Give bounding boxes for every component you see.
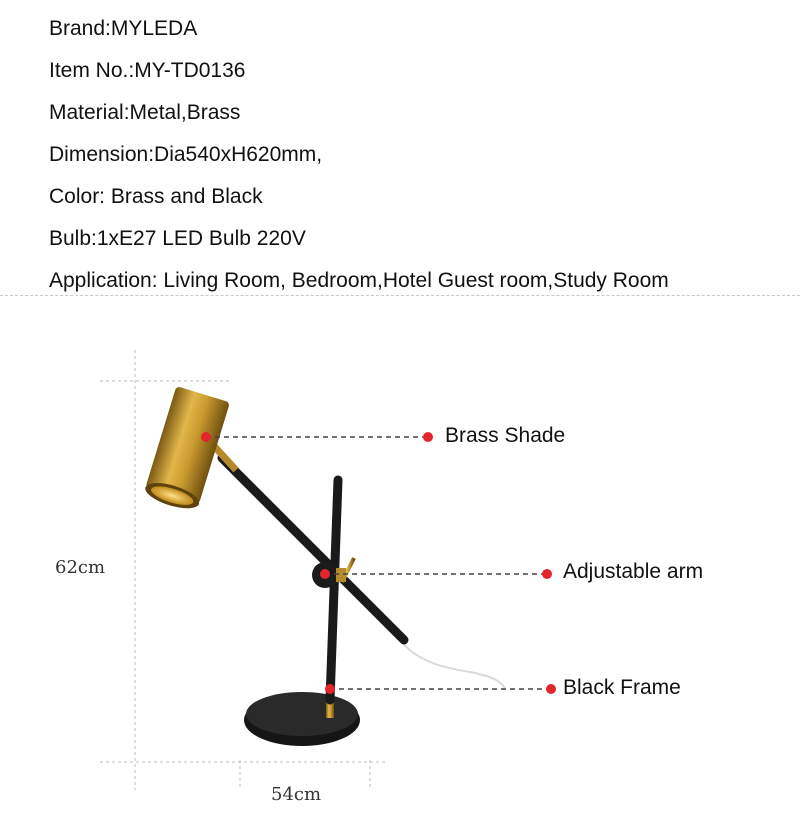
spec-bulb: Bulb:1xE27 LED Bulb 220V xyxy=(49,227,306,250)
spec-material: Material:Metal,Brass xyxy=(49,101,241,124)
callout-adjustable-arm: Adjustable arm xyxy=(563,560,704,583)
spec-application: Application: Living Room, Bedroom,Hotel Guest room,Study Room xyxy=(49,269,669,292)
shade-marker-end xyxy=(423,432,433,442)
frame-marker-end xyxy=(546,684,556,694)
arm-marker-end xyxy=(542,569,552,579)
lamp-post xyxy=(330,480,338,700)
height-dimension-label: 62cm xyxy=(55,557,106,578)
power-cord xyxy=(402,642,505,688)
width-dimension-label: 54cm xyxy=(271,784,322,805)
callout-brass-shade: Brass Shade xyxy=(445,424,566,447)
shade-marker-start xyxy=(201,432,211,442)
lamp-arm xyxy=(222,458,404,640)
spec-brand: Brand:MYLEDA xyxy=(49,17,198,40)
frame-marker-start xyxy=(325,684,335,694)
arm-marker-start xyxy=(320,569,330,579)
spec-color: Color: Brass and Black xyxy=(49,185,263,208)
spec-item-number: Item No.:MY-TD0136 xyxy=(49,59,246,82)
callout-black-frame: Black Frame xyxy=(563,676,681,699)
spec-dimension: Dimension:Dia540xH620mm, xyxy=(49,143,323,166)
